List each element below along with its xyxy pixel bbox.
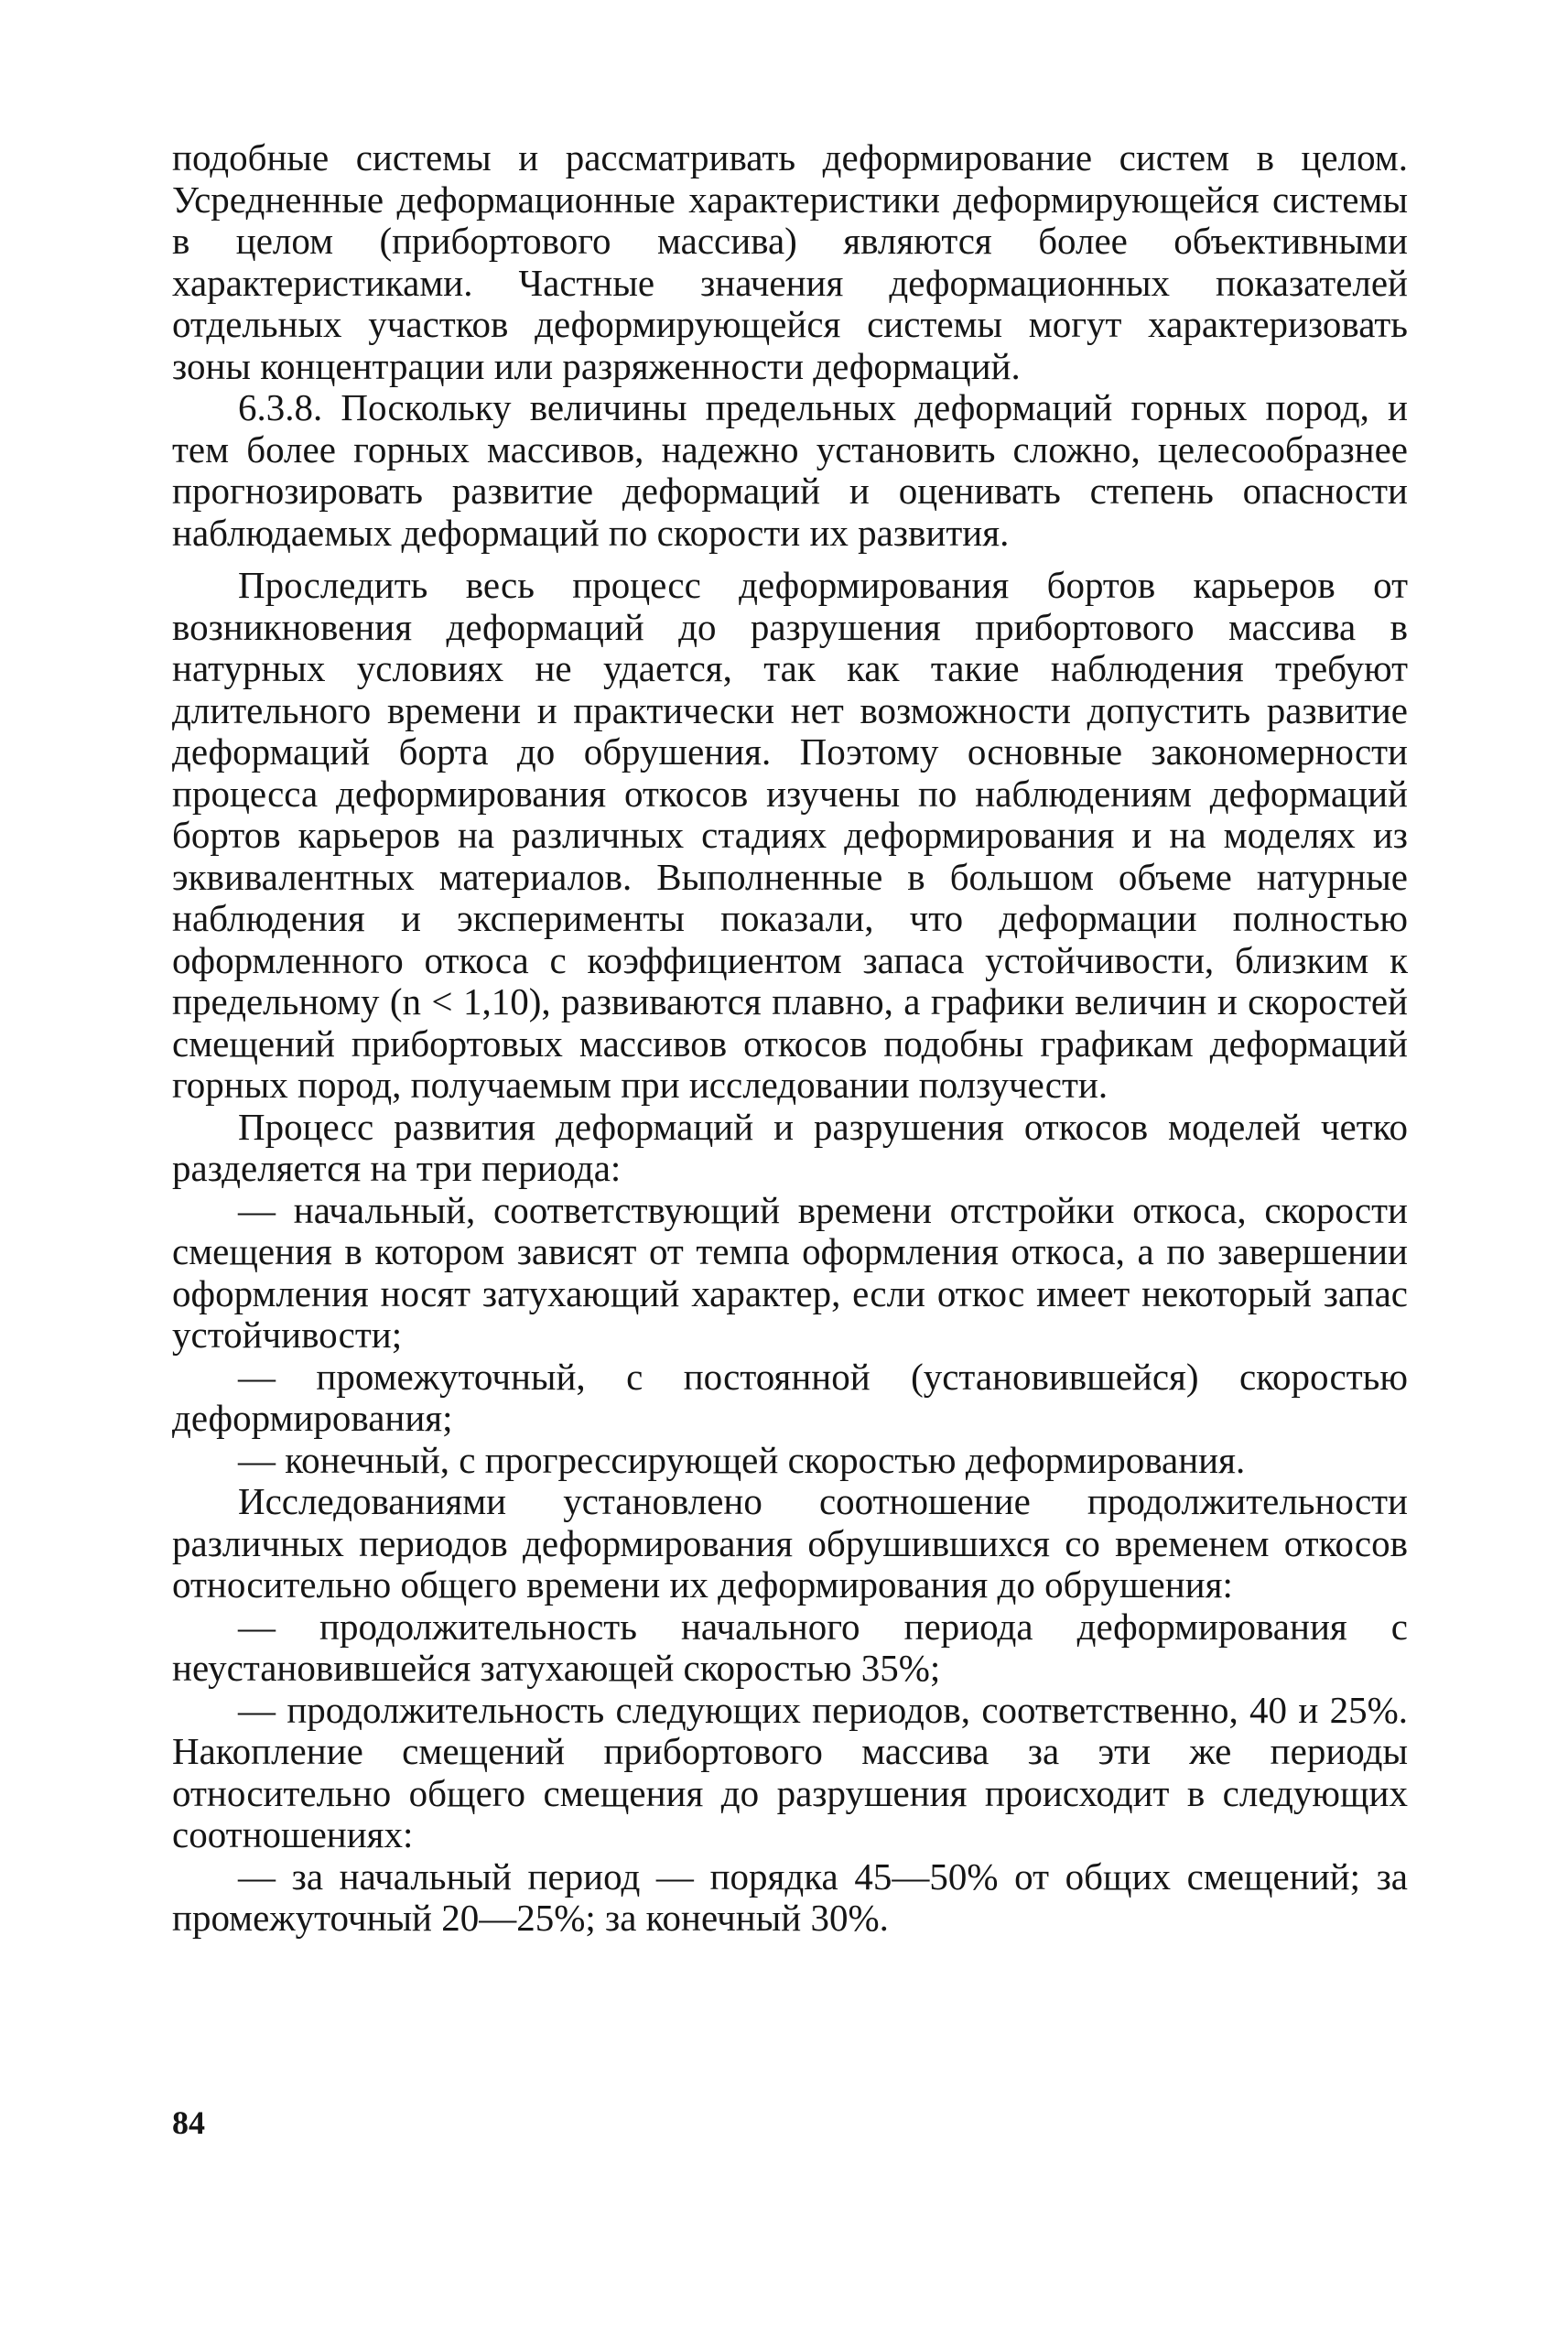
list-item-initial-duration: — продолжительность начального периода деформирования с неустановившейся затухающей скоростью 35%;	[172, 1605, 1408, 1689]
list-item-initial-period: — начальный, соответствующий времени отстройки откоса, скорости смещения в котором зависят от темпа оформления откоса, а по завершении оформления носят затухающий характер, если откос имеет некоторый запас устойчивости;	[172, 1188, 1408, 1356]
paragraph-three-periods: Процесс развития деформаций и разрушения откосов моделей четко разделяется на три периода:	[172, 1105, 1408, 1189]
page-body	[172, 137, 1408, 1940]
list-item-intermediate-period: — промежуточный, с постоянной (установившейся) скоростью деформирования;	[172, 1355, 1408, 1439]
paragraph-deformation-process: Проследить весь процесс деформирования бортов карьеров от возникновения деформаций до разрушения прибортового массива в натурных условиях не удается, так как такие наблюдения требуют длительного времени и практически нет возможности допустить развитие деформаций борта до обрушения. Поэтому основные закономерности процесса деформирования откосов изучены по наблюдениям деформаций бортов карьеров на различных стадиях деформирования и на моделях из эквивалентных материалов. Выполненные в большом объеме натурные наблюдения и эксперименты показали, что деформации полностью оформленного откоса с коэффициентом запаса устойчивости, близким к предельному (n < 1,10), развиваются плавно, а графики величин и скоростей смещений прибортовых массивов откосов подобны графикам деформаций горных пород, получаемым при исследовании ползучести.	[172, 564, 1408, 1106]
list-item-final-period: — конечный, с прогрессирующей скоростью деформирования.	[238, 1438, 1246, 1481]
page-number: 84	[172, 2104, 205, 2141]
paragraph-continuation: подобные системы и рассматривать деформирование систем в целом. Усредненные деформационные характеристики деформирующейся системы в целом (прибортового массива) являются более объективными характеристиками. Частные значения деформационных показателей отдельных участков деформирующейся системы могут характеризовать зоны концентрации или разряженности деформаций.	[172, 136, 1408, 387]
list-item-displacement-ratios: — за начальный период — порядка 45—50% от общих смещений; за промежуточный 20—25%; за конечный 30%.	[172, 1855, 1408, 1939]
paragraph-6-3-8: 6.3.8. Поскольку величины предельных деформаций горных пород, и тем более горных массивов, надежно установить сложно, целесообразнее прогнозировать развитие деформаций и оценивать степень опасности наблюдаемых деформаций по скорости их развития.	[172, 386, 1408, 554]
list-item-following-periods: — продолжительность следующих периодов, соответственно, 40 и 25%. Накопление смещений прибортового массива за эти же периоды относительно общего смещения до разрушения происходит в следующих соотношениях:	[172, 1688, 1408, 1855]
paragraph-research-ratio: Исследованиями установлено соотношение продолжительности различных периодов деформирования обрушившихся со временем откосов относительно общего времени их деформирования до обрушения:	[172, 1480, 1408, 1606]
